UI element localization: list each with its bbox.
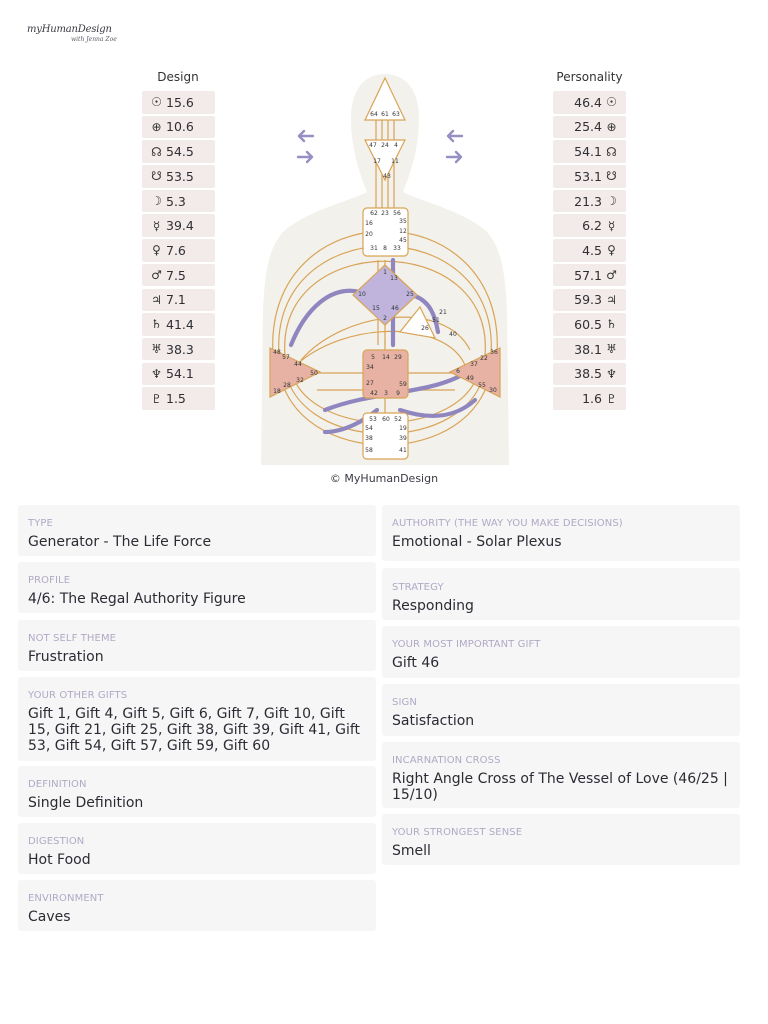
gate-label: 62 [370, 210, 378, 217]
design-planet-row [142, 313, 215, 336]
gate-label: 3 [384, 390, 388, 397]
design-planet-row [142, 116, 215, 139]
personality-planet-value: 53.1 [574, 168, 602, 184]
card-value: Gift 1, Gift 4, Gift 5, Gift 6, Gift 7, Gift 10, Gift 15, Gift 21, Gift 25, Gift 38, Gift 39, Gift 41, Gift 53, Gift 54, Gift 57, Gift 59, Gift 60 [28, 706, 361, 754]
personality-planet-value: 59.3 [574, 292, 602, 308]
mercury-icon: ☿ [152, 218, 161, 233]
card-value: Satisfaction [392, 713, 475, 729]
design-planet-row [142, 190, 215, 213]
other-gifts-card [18, 677, 376, 761]
gate-label: 58 [365, 447, 373, 454]
gate-label: 44 [294, 361, 302, 368]
gate-label: 22 [480, 355, 488, 362]
card-label: DEFINITION [28, 779, 87, 790]
gate-label: 4 [394, 142, 398, 149]
design-planet-row [142, 239, 215, 262]
design-planet-value: 7.5 [166, 267, 186, 283]
gate-label: 21 [439, 309, 447, 316]
gate-label: 29 [394, 354, 402, 361]
gate-label: 53 [369, 416, 377, 423]
personality-planet-row [553, 140, 626, 163]
card-label: YOUR OTHER GIFTS [28, 690, 128, 701]
gate-label: 40 [449, 331, 457, 338]
card-label: PROFILE [28, 575, 71, 586]
gate-label: 17 [373, 158, 381, 165]
pluto-icon: ♇ [151, 391, 162, 406]
earth-icon: ⊕ [151, 119, 162, 134]
gate-label: 15 [372, 305, 380, 312]
gate-label: 56 [393, 210, 401, 217]
gate-label: 51 [432, 317, 440, 324]
gate-label: 36 [490, 349, 498, 356]
personality-planet-row [553, 190, 626, 213]
card-label: DIGESTION [28, 836, 85, 847]
personality-planet-row [553, 239, 626, 262]
gate-label: 18 [273, 388, 281, 395]
gate-label: 64 [370, 111, 378, 118]
design-planet-value: 38.3 [166, 341, 194, 357]
gate-label: 52 [394, 416, 402, 423]
design-planet-value: 54.1 [166, 366, 194, 382]
mars-icon: ♂ [606, 268, 617, 283]
gate-label: 41 [399, 447, 407, 454]
gate-label: 59 [399, 381, 407, 388]
design-planet-row [142, 338, 215, 361]
card-value: Frustration [28, 649, 104, 665]
personality-planet-row [553, 214, 626, 237]
personality-planet-value: 6.2 [582, 218, 602, 234]
card-value: Emotional - Solar Plexus [392, 534, 562, 550]
card-value: Generator - The Life Force [28, 534, 212, 550]
gate-label: 57 [282, 354, 290, 361]
gate-label: 49 [466, 375, 474, 382]
card-label: AUTHORITY (THE WAY YOU MAKE DECISIONS) [392, 518, 623, 529]
not-self-theme-card [18, 620, 376, 671]
gate-label: 13 [390, 275, 398, 282]
personality-planet-row [553, 363, 626, 386]
design-planet-row [142, 289, 215, 312]
design-planet-row [142, 140, 215, 163]
design-planet-value: 5.3 [166, 193, 186, 209]
gate-label: 47 [369, 142, 377, 149]
gate-label: 12 [399, 228, 407, 235]
neptune-icon: ♆ [151, 366, 162, 381]
personality-planet-value: 46.4 [574, 94, 602, 110]
card-label: SIGN [392, 697, 417, 708]
gate-label: 19 [399, 425, 407, 432]
mercury-icon: ☿ [607, 218, 616, 233]
most-important-gift-card [382, 626, 740, 678]
gate-label: 39 [399, 435, 407, 442]
gate-label: 48 [273, 349, 281, 356]
design-planet-row [142, 363, 215, 386]
venus-icon: ♀ [152, 243, 161, 258]
personality-planet-row [553, 264, 626, 287]
gate-label: 27 [366, 380, 374, 387]
design-planet-value: 53.5 [166, 168, 194, 184]
design-planet-list [142, 91, 215, 412]
personality-planet-row [553, 91, 626, 114]
incarnation-cross-card [382, 742, 740, 808]
south-node-icon: ☋ [606, 169, 617, 184]
personality-planet-value: 38.5 [574, 366, 602, 382]
card-label: ENVIRONMENT [28, 893, 104, 904]
logo-tagline: with Jenna Zoe [71, 36, 117, 43]
neptune-icon: ♆ [606, 366, 617, 381]
card-label: TYPE [28, 518, 53, 529]
design-planet-value: 39.4 [166, 218, 194, 234]
sign-card [382, 684, 740, 736]
gate-label: 45 [399, 237, 407, 244]
brand-logo[interactable] [27, 24, 137, 48]
gate-label: 46 [391, 305, 399, 312]
moon-icon: ☽ [151, 194, 162, 208]
sun-icon: ☉ [606, 95, 617, 110]
jupiter-icon: ♃ [606, 292, 617, 307]
personality-column-title: Personality [556, 70, 623, 84]
gate-label: 61 [381, 111, 389, 118]
gate-label: 8 [383, 245, 387, 252]
gate-label: 60 [382, 416, 390, 423]
gate-label: 28 [283, 382, 291, 389]
authority-card [382, 505, 740, 561]
gate-label: 6 [456, 368, 460, 375]
gate-label: 16 [365, 220, 373, 227]
gate-label: 55 [478, 382, 486, 389]
design-column-title: Design [157, 70, 199, 84]
personality-planet-value: 54.1 [574, 144, 602, 160]
card-value: 4/6: The Regal Authority Figure [28, 591, 246, 607]
type-card [18, 505, 376, 556]
gate-label: 32 [296, 377, 304, 384]
bodygraph-chart [255, 70, 515, 470]
gate-label: 35 [399, 218, 407, 225]
gate-label: 5 [371, 354, 375, 361]
gate-label: 1 [383, 269, 387, 276]
south-node-icon: ☋ [151, 169, 162, 184]
gate-label: 37 [470, 361, 478, 368]
card-label: YOUR STRONGEST SENSE [392, 827, 523, 838]
gate-label: 42 [370, 390, 378, 397]
personality-planet-value: 57.1 [574, 267, 602, 283]
jupiter-icon: ♃ [151, 292, 162, 307]
gate-label: 20 [365, 231, 373, 238]
gate-label: 2 [383, 315, 387, 322]
gate-label: 24 [381, 142, 389, 149]
design-planet-value: 10.6 [166, 119, 194, 135]
card-label: INCARNATION CROSS [392, 755, 501, 766]
gate-label: 33 [393, 245, 401, 252]
copyright-notice: © MyHumanDesign [329, 472, 439, 485]
logo-wordmark: myHumanDesign [27, 24, 112, 35]
design-planet-row [142, 165, 215, 188]
card-label: NOT SELF THEME [28, 633, 117, 644]
sun-icon: ☉ [151, 95, 162, 110]
saturn-icon: ♄ [151, 317, 162, 332]
north-node-icon: ☊ [151, 144, 162, 159]
design-planet-row [142, 264, 215, 287]
card-value: Smell [392, 843, 431, 859]
gate-label: 43 [383, 173, 391, 180]
personality-planet-value: 4.5 [582, 242, 602, 258]
strategy-card [382, 568, 740, 620]
design-planet-row [142, 214, 215, 237]
card-value: Hot Food [28, 852, 91, 868]
north-node-icon: ☊ [606, 144, 617, 159]
card-value: Right Angle Cross of The Vessel of Love (46/25 | 15/10) [392, 771, 728, 803]
design-planet-row [142, 91, 215, 114]
earth-icon: ⊕ [606, 119, 617, 134]
environment-card [18, 880, 376, 931]
gate-label: 30 [489, 387, 497, 394]
definition-card [18, 766, 376, 817]
gate-label: 11 [391, 158, 399, 165]
design-planet-value: 1.5 [166, 391, 186, 406]
personality-planet-row [553, 338, 626, 361]
digestion-card [18, 823, 376, 874]
personality-planet-row [553, 116, 626, 139]
gate-label: 23 [381, 210, 389, 217]
strongest-sense-card [382, 814, 740, 865]
profile-card [18, 562, 376, 613]
pluto-icon: ♇ [606, 391, 617, 406]
uranus-icon: ♅ [151, 342, 162, 357]
design-planet-row [142, 387, 215, 410]
uranus-icon: ♅ [606, 342, 617, 357]
design-planet-value: 7.1 [166, 292, 186, 308]
gate-label: 54 [365, 425, 373, 432]
venus-icon: ♀ [607, 243, 616, 258]
personality-planet-list [553, 91, 626, 412]
gate-label: 38 [365, 435, 373, 442]
design-planet-value: 7.6 [166, 242, 186, 258]
gate-label: 25 [406, 291, 414, 298]
gate-label: 34 [366, 364, 374, 371]
personality-planet-value: 38.1 [574, 341, 602, 357]
personality-planet-value: 60.5 [574, 316, 602, 332]
design-planet-value: 54.5 [166, 144, 194, 160]
personality-planet-value: 25.4 [574, 119, 602, 135]
personality-planet-row [553, 387, 626, 410]
gate-label: 50 [310, 370, 318, 377]
card-label: YOUR MOST IMPORTANT GIFT [392, 639, 541, 650]
gate-label: 63 [392, 111, 400, 118]
gate-label: 31 [370, 245, 378, 252]
personality-planet-row [553, 289, 626, 312]
moon-icon: ☽ [606, 194, 617, 208]
card-value: Single Definition [28, 795, 144, 811]
gate-label: 26 [421, 325, 429, 332]
gate-label: 10 [358, 291, 366, 298]
card-value: Responding [392, 598, 474, 614]
card-value: Caves [28, 909, 71, 925]
gate-label: 14 [382, 354, 390, 361]
gate-label: 9 [396, 390, 400, 397]
mars-icon: ♂ [151, 268, 162, 283]
personality-planet-value: 1.6 [582, 391, 602, 406]
personality-planet-row [553, 313, 626, 336]
card-label: STRATEGY [392, 582, 444, 593]
card-value: Gift 46 [392, 655, 440, 671]
design-planet-value: 41.4 [166, 316, 194, 332]
design-planet-value: 15.6 [166, 94, 194, 110]
saturn-icon: ♄ [606, 317, 617, 332]
personality-planet-value: 21.3 [574, 193, 602, 209]
personality-planet-row [553, 165, 626, 188]
